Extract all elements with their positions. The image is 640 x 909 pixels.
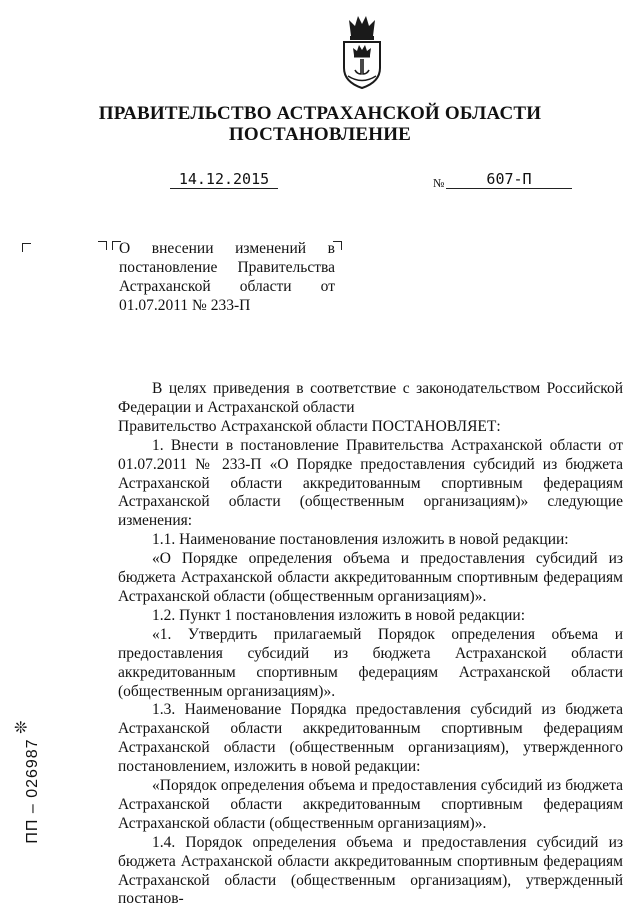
corner-mark [22,243,31,252]
document-body [118,380,623,909]
document-number: 607-П [446,170,572,189]
stamp-mark-icon: ❊ [14,720,28,737]
body-paragraph: 1.4. Порядок определения объема и предоставления субсидий из бюджета Астраханской области аккредитованным спортивным федерациям Астраханской области (общественным организациям), утвержденный постанов- [118,833,623,908]
body-paragraph: В целях приведения в соответствие с законодательством Российской Федерации и Астраханской области [118,380,623,416]
body-paragraph: «О Порядке определения объема и предоставления субсидий из бюджета Астраханской области аккредитованным спортивным федерациям Астраханской области (общественным организациям)». [118,550,623,605]
body-paragraph: Правительство Астраханской области ПОСТАНОВЛЯЕТ: [118,417,501,435]
corner-mark [98,241,107,250]
body-paragraph: 1.2. Пункт 1 постановления изложить в новой редакции: [152,606,526,624]
document-date: 14.12.2015 [170,170,278,189]
document-type: ПОСТАНОВЛЕНИЕ [228,124,412,145]
side-stamp [11,700,39,880]
number-sign: № [433,176,445,190]
side-serial-number: ПП – 026987 [24,738,41,844]
body-paragraph: «1. Утвердить прилагаемый Порядок определения объема и предоставления субсидий из бюджета Астраханской области аккредитованным спортивным федерациям Астраханской области (общественным организациям)». [118,625,623,700]
body-paragraph: 1.3. Наименование Порядка предоставления субсидий из бюджета Астраханской области аккредитованным спортивным федерациям Астраханской области (общественным организациям), утвержденного постановлением, изложить в новой редакции: [118,701,623,776]
body-paragraph: 1.1. Наименование постановления изложить в новой редакции: [152,531,569,549]
body-paragraph: «Порядок определения объема и предоставления субсидий из бюджета Астраханской области аккредитованным спортивным федерациям Астраханской области (общественным организациям)». [118,777,623,832]
coat-of-arms-icon [337,10,387,90]
body-paragraph: 1. Внести в постановление Правительства Астраханской области от 01.07.2011 № 233-П «О Порядке предоставления субсидий из бюджета Астраханской области аккредитованным спортивным федерациям Астраханской области (общественным организациям)» следующие изменения: [118,436,623,530]
government-title: ПРАВИТЕЛЬСТВО АСТРАХАНСКОЙ ОБЛАСТИ [98,103,542,124]
document-subject: О внесении изменений в постановление Правительства Астраханской области от 01.07.2011 № 233-П [119,240,335,314]
